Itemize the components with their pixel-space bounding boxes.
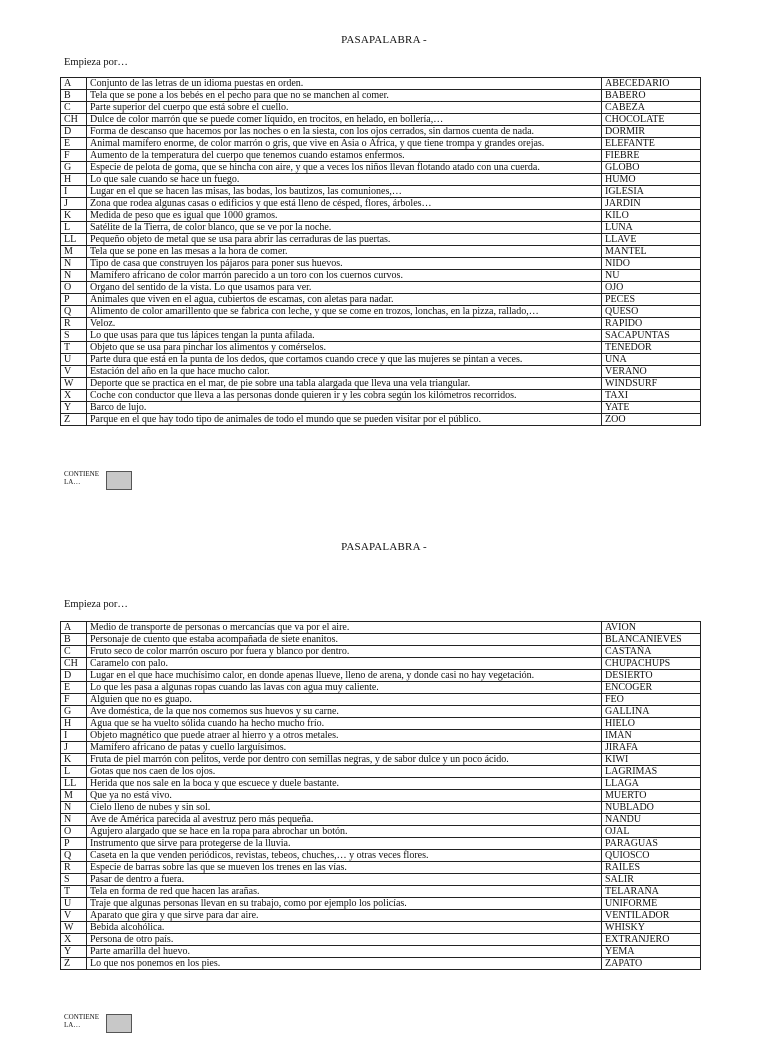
row-clue: Medida de peso que es igual que 1000 gramos. (87, 210, 602, 222)
row-letter: T (61, 342, 87, 354)
table-row (61, 162, 701, 174)
row-letter: F (61, 150, 87, 162)
table-row (61, 958, 701, 970)
row-answer: QUIOSCO (602, 850, 701, 862)
row-answer: IGLESIA (602, 186, 701, 198)
row-clue: Fruto seco de color marrón oscuro por fuera y blanco por dentro. (87, 646, 602, 658)
table-row (61, 754, 701, 766)
table-row (61, 342, 701, 354)
row-clue: Agujero alargado que se hace en la ropa para abrochar un botón. (87, 826, 602, 838)
row-letter: B (61, 634, 87, 646)
table-row (61, 634, 701, 646)
row-answer: WINDSURF (602, 378, 701, 390)
row-letter: CH (61, 658, 87, 670)
table-row (61, 270, 701, 282)
row-answer: CABEZA (602, 102, 701, 114)
table-row (61, 306, 701, 318)
row-answer: KIWI (602, 754, 701, 766)
row-answer: CHUPACHUPS (602, 658, 701, 670)
row-clue: Tela en forma de red que hacen las arañas. (87, 886, 602, 898)
table-row (61, 682, 701, 694)
row-letter: M (61, 246, 87, 258)
row-clue: Tela que se pone en las mesas a la hora de comer. (87, 246, 602, 258)
row-answer: LLAVE (602, 234, 701, 246)
row-letter: V (61, 910, 87, 922)
row-clue: Parque en el que hay todo tipo de animales de todo el mundo que se pueden visitar por el público. (87, 414, 602, 426)
table-row (61, 138, 701, 150)
table-row (61, 246, 701, 258)
row-clue: Alimento de color amarillento que se fabrica con leche, y que se come en trozos, lonchas, en la pizza, rallado,… (87, 306, 602, 318)
row-clue: Parte amarilla del huevo. (87, 946, 602, 958)
row-clue: Cielo lleno de nubes y sin sol. (87, 802, 602, 814)
row-letter: J (61, 198, 87, 210)
row-letter: Q (61, 850, 87, 862)
row-answer: ELEFANTE (602, 138, 701, 150)
row-letter: I (61, 186, 87, 198)
row-clue: Veloz. (87, 318, 602, 330)
row-letter: W (61, 922, 87, 934)
row-answer: NU (602, 270, 701, 282)
contiene-label (64, 470, 99, 486)
row-letter: D (61, 126, 87, 138)
row-clue: Parte superior del cuerpo que está sobre el cuello. (87, 102, 602, 114)
row-clue: Herida que nos sale en la boca y que escuece y duele bastante. (87, 778, 602, 790)
table-row (61, 886, 701, 898)
row-answer: ENCOGER (602, 682, 701, 694)
table-row (61, 874, 701, 886)
row-clue: Agua que se ha vuelto sólida cuando ha hecho mucho frío. (87, 718, 602, 730)
row-answer: QUESO (602, 306, 701, 318)
row-answer: NUBLADO (602, 802, 701, 814)
row-clue: Persona de otro país. (87, 934, 602, 946)
table-row (61, 414, 701, 426)
table-row (61, 898, 701, 910)
table-row (61, 234, 701, 246)
row-clue: Mamífero africano de patas y cuello larguísimos. (87, 742, 602, 754)
table-row (61, 102, 701, 114)
table-row (61, 850, 701, 862)
row-clue: Caramelo con palo. (87, 658, 602, 670)
row-letter: H (61, 718, 87, 730)
row-clue: Especie de barras sobre las que se mueven los trenes en las vías. (87, 862, 602, 874)
contiene-label-line2: LA… (64, 1021, 81, 1029)
row-answer: PECES (602, 294, 701, 306)
row-letter: W (61, 378, 87, 390)
row-letter: S (61, 330, 87, 342)
row-letter: P (61, 838, 87, 850)
row-clue: Animal mamífero enorme, de color marrón o gris, que vive en Asia o África, y que tiene trompa y grandes orejas. (87, 138, 602, 150)
table-row (61, 670, 701, 682)
table-row (61, 222, 701, 234)
table-row (61, 210, 701, 222)
row-letter: C (61, 646, 87, 658)
row-clue: Ave doméstica, de la que nos comemos sus huevos y su carne. (87, 706, 602, 718)
row-letter: O (61, 826, 87, 838)
row-answer: AVIÓN (602, 622, 701, 634)
table-row (61, 766, 701, 778)
row-answer: GLOBO (602, 162, 701, 174)
row-letter: B (61, 90, 87, 102)
row-letter: X (61, 390, 87, 402)
row-answer: LUNA (602, 222, 701, 234)
row-clue: Conjunto de las letras de un idioma puestas en orden. (87, 78, 602, 90)
row-letter: N (61, 802, 87, 814)
table-row (61, 730, 701, 742)
row-clue: Lo que nos ponemos en los pies. (87, 958, 602, 970)
row-answer: SALIR (602, 874, 701, 886)
row-clue: Barco de lujo. (87, 402, 602, 414)
row-clue: Órgano del sentido de la vista. Lo que usamos para ver. (87, 282, 602, 294)
contiene-label-line1: CONTIENE (64, 1013, 99, 1021)
row-letter: T (61, 886, 87, 898)
row-clue: Lo que les pasa a algunas ropas cuando las lavas con agua muy caliente. (87, 682, 602, 694)
row-letter: R (61, 862, 87, 874)
row-clue: Pasar de dentro a fuera. (87, 874, 602, 886)
row-answer: OJAL (602, 826, 701, 838)
row-answer: OJO (602, 282, 701, 294)
table-row (61, 814, 701, 826)
table-row (61, 922, 701, 934)
row-letter: LL (61, 234, 87, 246)
table-row (61, 198, 701, 210)
row-letter: K (61, 754, 87, 766)
row-answer: LLAGA (602, 778, 701, 790)
row-answer: UNIFORME (602, 898, 701, 910)
table-row (61, 862, 701, 874)
row-letter: A (61, 78, 87, 90)
worksheet-1 (0, 0, 768, 512)
row-answer: JIRAFA (602, 742, 701, 754)
row-answer: MUERTO (602, 790, 701, 802)
row-clue: Animales que viven en el agua, cubiertos de escamas, con aletas para nadar. (87, 294, 602, 306)
row-answer: WHISKY (602, 922, 701, 934)
row-answer: YATE (602, 402, 701, 414)
row-letter: CH (61, 114, 87, 126)
table-row (61, 910, 701, 922)
row-letter: Y (61, 402, 87, 414)
row-answer: UNA (602, 354, 701, 366)
table-row (61, 694, 701, 706)
row-letter: Z (61, 414, 87, 426)
row-letter: Z (61, 958, 87, 970)
table-row (61, 366, 701, 378)
row-letter: G (61, 706, 87, 718)
row-clue: Medio de transporte de personas o mercancías que va por el aire. (87, 622, 602, 634)
row-answer: DORMIR (602, 126, 701, 138)
row-clue: Coche con conductor que lleva a las personas donde quieren ir y les cobra según los kilómetros recorridos. (87, 390, 602, 402)
contiene-label-line1: CONTIENE (64, 470, 99, 478)
row-clue: Instrumento que sirve para protegerse de la lluvia. (87, 838, 602, 850)
row-clue: Lo que sale cuando se hace un fuego. (87, 174, 602, 186)
row-answer: NANDU (602, 814, 701, 826)
row-answer: EXTRANJERO (602, 934, 701, 946)
row-letter: L (61, 766, 87, 778)
table-row (61, 778, 701, 790)
row-letter: E (61, 682, 87, 694)
quiz-table (60, 621, 701, 970)
row-clue: Zona que rodea algunas casas o edificios y que está lleno de césped, flores, árboles… (87, 198, 602, 210)
row-letter: Y (61, 946, 87, 958)
row-letter: Q (61, 306, 87, 318)
table-row (61, 402, 701, 414)
row-answer: RAÍLES (602, 862, 701, 874)
table-row (61, 790, 701, 802)
row-clue: Lo que usas para que tus lápices tengan la punta afilada. (87, 330, 602, 342)
worksheet-2 (0, 541, 768, 1053)
worksheet-subtitle: Empieza por… (64, 599, 128, 610)
row-letter: C (61, 102, 87, 114)
row-answer: RAPIDO (602, 318, 701, 330)
table-row (61, 646, 701, 658)
row-clue: Forma de descanso que hacemos por las noches o en la siesta, con los ojos cerrados, sin darnos cuenta de nada. (87, 126, 602, 138)
row-clue: Parte dura que está en la punta de los dedos, que cortamos cuando crece y que las mujeres se pintan a veces. (87, 354, 602, 366)
row-answer: TELARAÑA (602, 886, 701, 898)
row-answer: TAXI (602, 390, 701, 402)
table-row (61, 126, 701, 138)
row-clue: Traje que algunas personas llevan en su trabajo, como por ejemplo los policías. (87, 898, 602, 910)
row-letter: N (61, 258, 87, 270)
row-letter: N (61, 270, 87, 282)
quiz-table (60, 77, 701, 426)
row-letter: U (61, 354, 87, 366)
table-row (61, 706, 701, 718)
row-clue: Fruta de piel marrón con pelitos, verde por dentro con semillas negras, y de sabor dulce y un poco ácido. (87, 754, 602, 766)
row-letter: S (61, 874, 87, 886)
row-clue: Especie de pelota de goma, que se hincha con aire, y que a veces los niños llevan flotando atado con una cuerda. (87, 162, 602, 174)
row-answer: IMÁN (602, 730, 701, 742)
row-answer: PARAGUAS (602, 838, 701, 850)
row-clue: Alguien que no es guapo. (87, 694, 602, 706)
table-row (61, 318, 701, 330)
row-clue: Objeto que se usa para pinchar los alimentos y comérselos. (87, 342, 602, 354)
row-letter: R (61, 318, 87, 330)
row-answer: ABECEDARIO (602, 78, 701, 90)
row-letter: M (61, 790, 87, 802)
row-answer: TENEDOR (602, 342, 701, 354)
row-letter: J (61, 742, 87, 754)
row-clue: Satélite de la Tierra, de color blanco, que se ve por la noche. (87, 222, 602, 234)
row-clue: Aparato que gira y que sirve para dar aire. (87, 910, 602, 922)
table-row (61, 838, 701, 850)
row-clue: Objeto magnético que puede atraer al hierro y a otros metales. (87, 730, 602, 742)
row-letter: LL (61, 778, 87, 790)
row-answer: BLANCANIEVES (602, 634, 701, 646)
row-clue: Estación del año en la que hace mucho calor. (87, 366, 602, 378)
table-row (61, 294, 701, 306)
row-clue: Deporte que se practica en el mar, de pie sobre una tabla alargada que lleva una vela triangular. (87, 378, 602, 390)
worksheet-subtitle: Empieza por… (64, 57, 128, 68)
row-letter: A (61, 622, 87, 634)
table-row (61, 174, 701, 186)
table-row (61, 390, 701, 402)
table-row (61, 742, 701, 754)
table-row (61, 258, 701, 270)
table-row (61, 330, 701, 342)
row-clue: Dulce de color marrón que se puede comer líquido, en trocitos, en helado, en bollería,… (87, 114, 602, 126)
row-answer: LAGRIMAS (602, 766, 701, 778)
row-answer: GALLINA (602, 706, 701, 718)
table-row (61, 826, 701, 838)
row-letter: H (61, 174, 87, 186)
table-row (61, 718, 701, 730)
row-clue: Bebida alcohólica. (87, 922, 602, 934)
row-answer: KILO (602, 210, 701, 222)
row-letter: O (61, 282, 87, 294)
row-clue: Lugar en el que hace muchísimo calor, en donde apenas llueve, lleno de arena, y donde casi no hay vegetación. (87, 670, 602, 682)
table-row (61, 90, 701, 102)
row-answer: SACAPUNTAS (602, 330, 701, 342)
contiene-label-line2: LA… (64, 478, 81, 486)
row-clue: Mamífero africano de color marrón parecido a un toro con los cuernos curvos. (87, 270, 602, 282)
row-clue: Tipo de casa que construyen los pájaros para poner sus huevos. (87, 258, 602, 270)
row-answer: VERANO (602, 366, 701, 378)
table-row (61, 622, 701, 634)
row-letter: N (61, 814, 87, 826)
table-row (61, 378, 701, 390)
table-row (61, 934, 701, 946)
table-row (61, 186, 701, 198)
row-letter: F (61, 694, 87, 706)
row-answer: DESIERTO (602, 670, 701, 682)
row-answer: ZAPATO (602, 958, 701, 970)
row-answer: FEO (602, 694, 701, 706)
row-answer: CHOCOLATE (602, 114, 701, 126)
row-clue: Caseta en la que venden periódicos, revistas, tebeos, chuches,… y otras veces flores. (87, 850, 602, 862)
row-clue: Aumento de la temperatura del cuerpo que tenemos cuando estamos enfermos. (87, 150, 602, 162)
row-letter: L (61, 222, 87, 234)
row-answer: MANTEL (602, 246, 701, 258)
row-letter: U (61, 898, 87, 910)
row-answer: BABERO (602, 90, 701, 102)
row-clue: Personaje de cuento que estaba acompañada de siete enanitos. (87, 634, 602, 646)
row-answer: VENTILADOR (602, 910, 701, 922)
row-clue: Que ya no está vivo. (87, 790, 602, 802)
row-letter: X (61, 934, 87, 946)
row-letter: I (61, 730, 87, 742)
row-clue: Pequeño objeto de metal que se usa para abrir las cerraduras de las puertas. (87, 234, 602, 246)
row-letter: V (61, 366, 87, 378)
table-row (61, 354, 701, 366)
row-letter: D (61, 670, 87, 682)
table-row (61, 150, 701, 162)
table-row (61, 78, 701, 90)
row-letter: E (61, 138, 87, 150)
row-clue: Ave de América parecida al avestruz pero más pequeña. (87, 814, 602, 826)
contiene-box (106, 471, 132, 490)
row-letter: P (61, 294, 87, 306)
table-row (61, 114, 701, 126)
row-answer: ZOO (602, 414, 701, 426)
table-row (61, 282, 701, 294)
row-answer: JARDIN (602, 198, 701, 210)
row-clue: Gotas que nos caen de los ojos. (87, 766, 602, 778)
worksheet-title: PASAPALABRA - (341, 541, 427, 553)
contiene-label (64, 1013, 99, 1029)
row-answer: FIEBRE (602, 150, 701, 162)
row-clue: Tela que se pone a los bebés en el pecho para que no se manchen al comer. (87, 90, 602, 102)
table-row (61, 802, 701, 814)
row-answer: HIELO (602, 718, 701, 730)
row-answer: NIDO (602, 258, 701, 270)
worksheet-title: PASAPALABRA - (341, 34, 427, 46)
row-answer: YEMA (602, 946, 701, 958)
row-answer: CASTAÑA (602, 646, 701, 658)
row-answer: HUMO (602, 174, 701, 186)
row-clue: Lugar en el que se hacen las misas, las bodas, los bautizos, las comuniones,… (87, 186, 602, 198)
row-letter: G (61, 162, 87, 174)
table-row (61, 946, 701, 958)
table-row (61, 658, 701, 670)
row-letter: K (61, 210, 87, 222)
